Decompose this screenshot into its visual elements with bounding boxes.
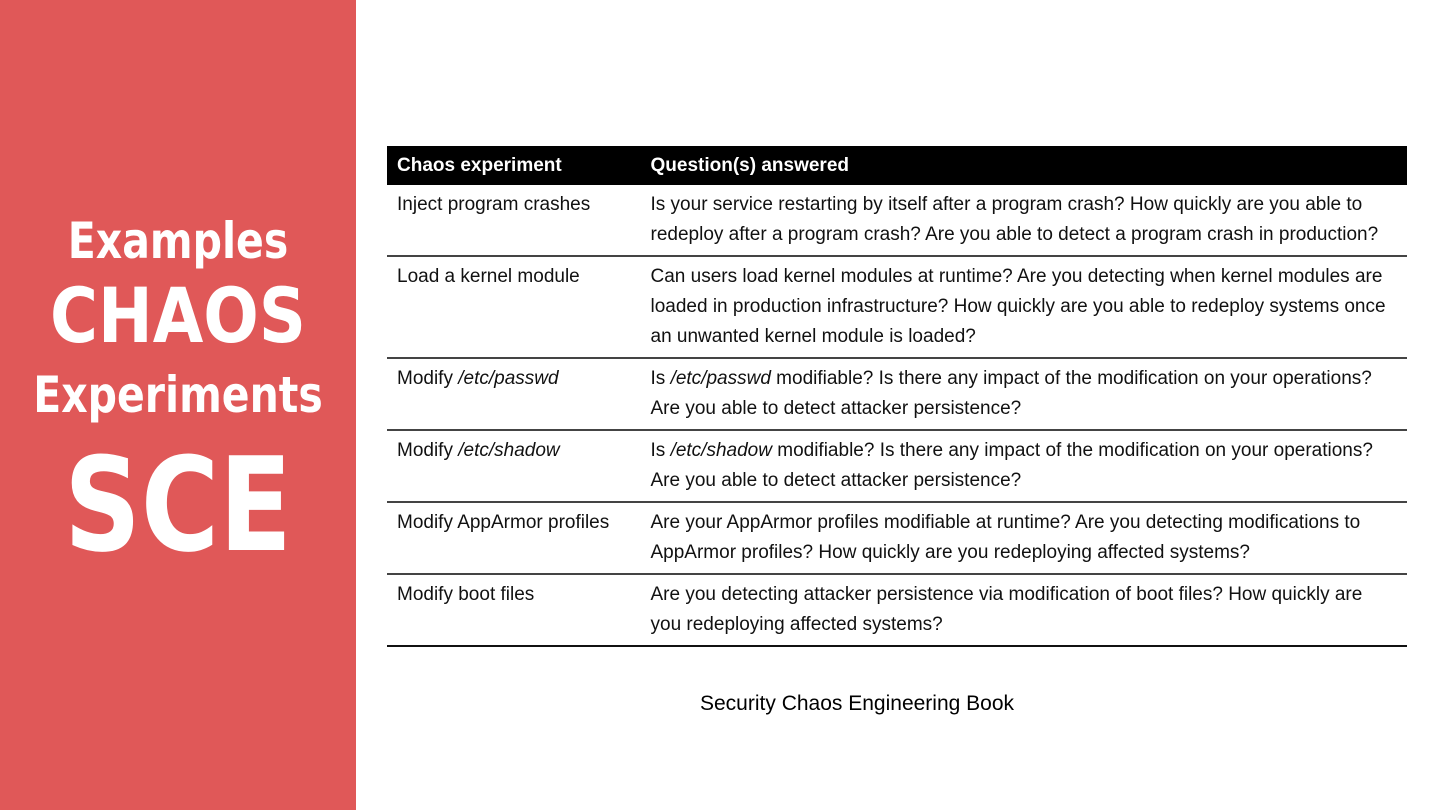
header-questions-answered: Question(s) answered xyxy=(641,146,1408,185)
experiment-cell xyxy=(387,430,641,502)
experiment-cell xyxy=(387,185,641,256)
experiment-cell xyxy=(387,502,641,574)
question-text: Are your AppArmor profiles modifiable at runtime? Are you detecting modifications to AppArmor profiles? How quickly are you redeploying affected systems? xyxy=(650,512,1361,563)
question-cell xyxy=(641,574,1408,646)
question-cell xyxy=(641,430,1408,502)
experiment-path: /etc/shadow xyxy=(458,440,560,461)
question-text: Is your service restarting by itself after a program crash? How quickly are you able to redeploy after a program crash? Are you able to detect a program crash in production? xyxy=(650,194,1379,245)
table-row xyxy=(387,430,1407,502)
table-row xyxy=(387,256,1407,358)
experiment-path: /etc/passwd xyxy=(458,368,559,389)
side-title-experiments: Experiments xyxy=(33,366,323,424)
experiment-text: Modify boot files xyxy=(397,584,535,605)
question-text-pre: Is xyxy=(650,368,671,389)
question-cell xyxy=(641,256,1408,358)
question-text: modifiable? Is there any impact of the modification on your operations? Are you able to detect attacker persistence? xyxy=(650,440,1373,491)
question-text: Are you detecting attacker persistence via modification of boot files? How quickly are you redeploying affected systems? xyxy=(650,584,1363,635)
experiments-table-wrap xyxy=(387,146,1407,647)
table-row xyxy=(387,574,1407,646)
experiment-text: Modify AppArmor profiles xyxy=(397,512,610,533)
question-cell xyxy=(641,502,1408,574)
question-path: /etc/shadow xyxy=(670,440,772,461)
side-title-sce: SCE xyxy=(64,429,292,581)
question-cell xyxy=(641,185,1408,256)
experiment-text: Inject program crashes xyxy=(397,194,591,215)
experiment-cell xyxy=(387,358,641,430)
side-title-examples: Examples xyxy=(67,212,289,270)
question-text: Can users load kernel modules at runtime? Are you detecting when kernel modules are loaded in production infrastructure? How quickly are you able to redeploy systems once an unwanted kernel module is loaded? xyxy=(650,266,1386,347)
side-panel xyxy=(0,0,356,810)
experiment-cell xyxy=(387,256,641,358)
experiment-text: Load a kernel module xyxy=(397,266,580,287)
experiment-text: Modify xyxy=(397,440,459,461)
side-title-chaos: CHAOS xyxy=(50,271,306,360)
table-row xyxy=(387,358,1407,430)
table-header-row xyxy=(387,146,1407,185)
table-row xyxy=(387,502,1407,574)
question-cell xyxy=(641,358,1408,430)
question-path: /etc/passwd xyxy=(670,368,771,389)
experiments-table xyxy=(387,146,1407,647)
source-caption: Security Chaos Engineering Book xyxy=(700,692,1015,715)
table-row xyxy=(387,185,1407,256)
header-chaos-experiment: Chaos experiment xyxy=(387,146,641,185)
experiment-text: Modify xyxy=(397,368,459,389)
question-text: modifiable? Is there any impact of the modification on your operations? Are you able to detect attacker persistence? xyxy=(650,368,1372,419)
experiment-cell xyxy=(387,574,641,646)
question-text-pre: Is xyxy=(650,440,671,461)
